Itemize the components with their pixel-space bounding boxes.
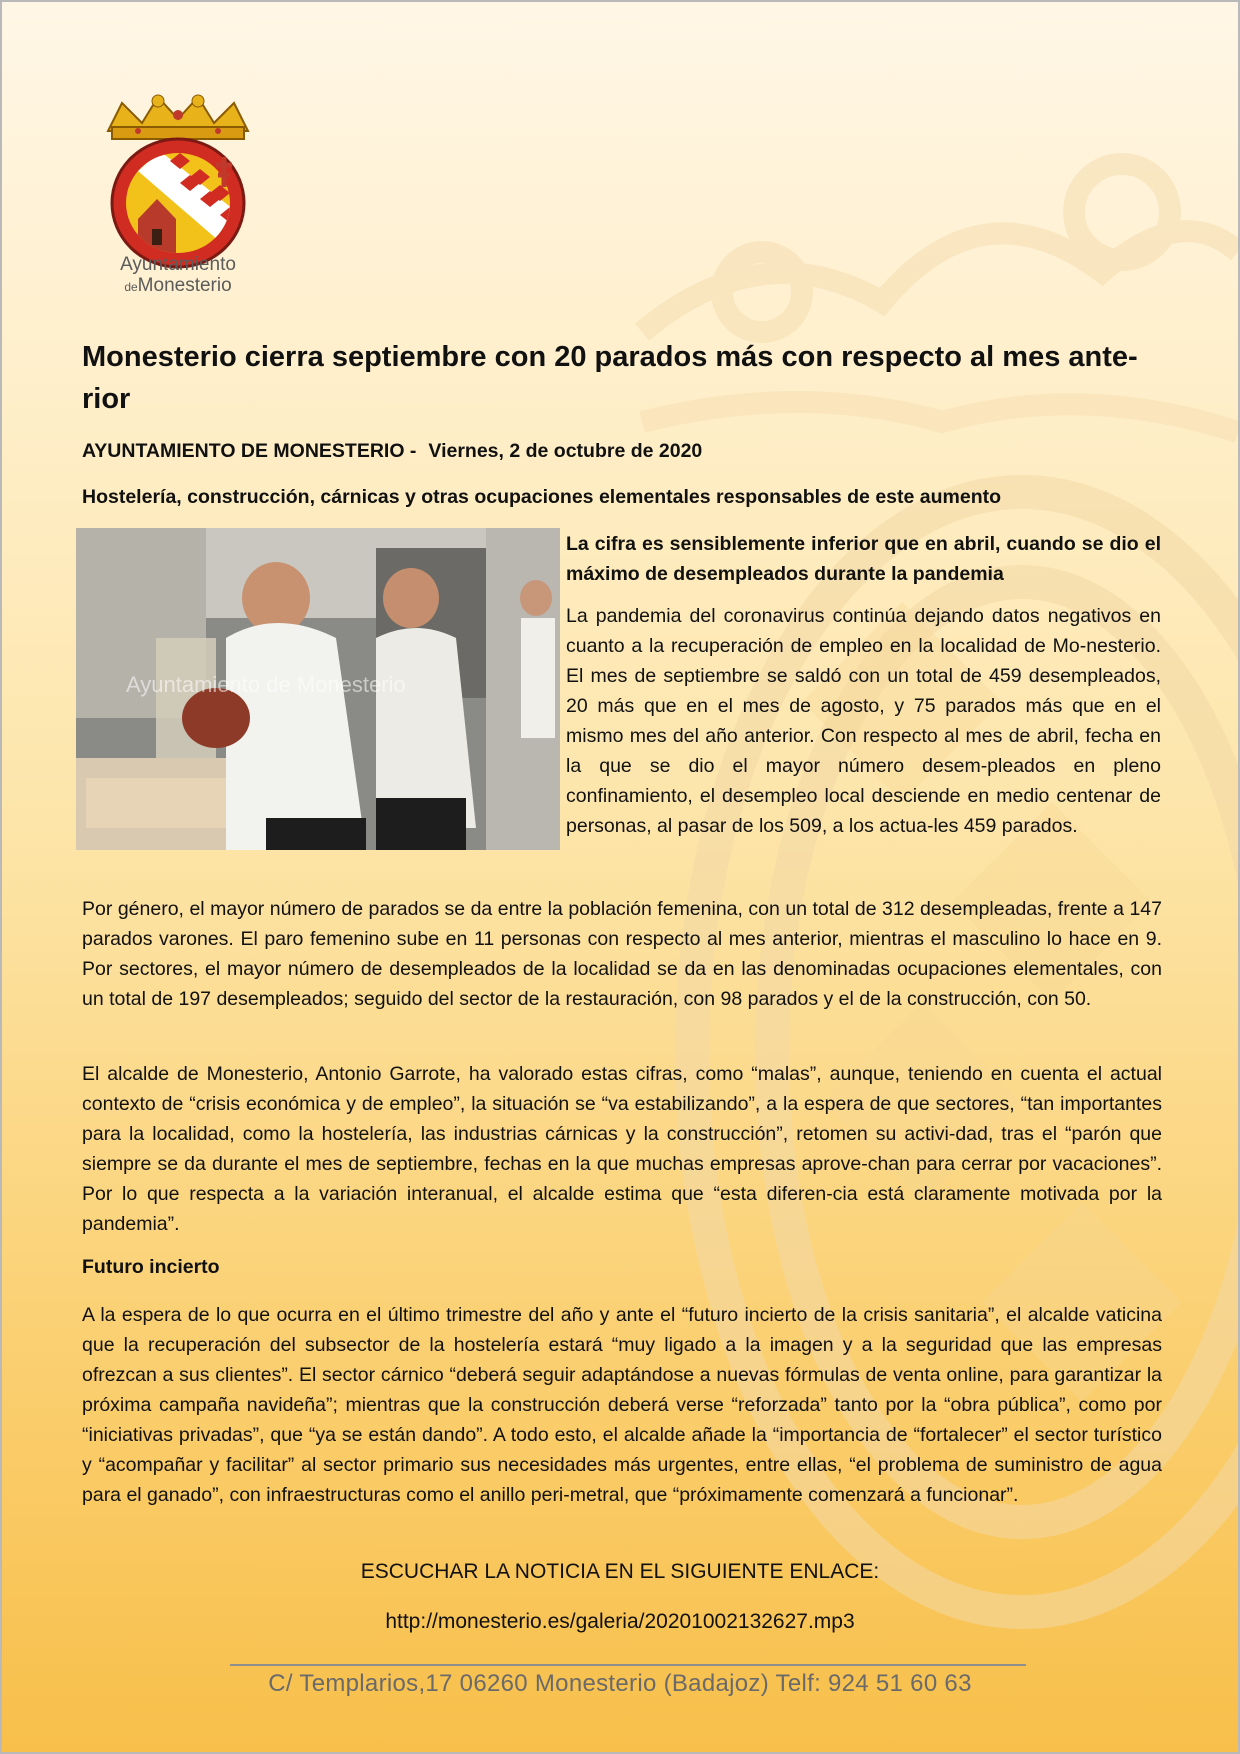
logo-line2-prefix: de — [124, 280, 138, 294]
section-heading: Futuro incierto — [82, 1256, 220, 1278]
article-title: Monesterio cierra septiembre con 20 parados más con respecto al mes ante-rior — [82, 341, 1138, 415]
logo-caption — [98, 254, 258, 298]
footer-divider — [230, 1664, 1026, 1666]
footer-address: C/ Templarios,17 06260 Monesterio (Badajoz) Telf: 924 51 60 63 — [268, 1670, 972, 1697]
article-paragraph-2: Por género, el mayor número de parados se da entre la población femenina, con un total de 312 desempleadas, frente a 147 parados varones. El paro femenino sube en 11 personas con respecto al mes anterior, mientras el masculino lo hace en 9. Por sectores, el mayor número de desempleados de la localidad se da en las denominadas ocupaciones elementales, con un total de 197 desempleados; seguido del sector de la restauración, con 98 parados y el de la construcción, con 50. — [82, 898, 1162, 1010]
logo-line2-name: Monesterio — [137, 275, 232, 296]
article-subtitle: Hostelería, construcción, cárnicas y otras ocupaciones elementales responsables de este aumento — [82, 486, 1002, 508]
listen-label: ESCUCHAR LA NOTICIA EN EL SIGUIENTE ENLACE: — [360, 1560, 880, 1583]
byline — [82, 440, 1162, 463]
article-photo — [76, 528, 560, 850]
article-lead: La cifra es sensiblemente inferior que en abril, cuando se dio el máximo de desempleados durante la pandemia — [566, 533, 1161, 585]
byline-date: Viernes, 2 de octubre de 2020 — [428, 440, 703, 462]
byline-source: AYUNTAMIENTO DE MONESTERIO - — [82, 440, 417, 462]
audio-link[interactable]: http://monesterio.es/galeria/20201002132627.mp3 — [385, 1610, 855, 1633]
article-paragraph-3: El alcalde de Monesterio, Antonio Garrote, ha valorado estas cifras, como “malas”, aunque, teniendo en cuenta el actual contexto de “crisis económica y de empleo”, la situación se “va estabilizando”, a la espera de que sectores, “tan importantes para la localidad, como la hostelería, las industrias cárnicas y la construcción”, retomen su activi-dad, tras el “parón que siempre se da durante el mes de septiembre, fechas en la que muchas empresas aprove-chan para cerrar por vacaciones”. Por lo que respecta a la variación interanual, el alcalde estima que “esta diferen-cia está claramente motivada por la pandemia”. — [82, 1063, 1162, 1235]
logo-line1: Ayuntamiento — [120, 254, 236, 275]
lead-column — [566, 529, 1161, 841]
photo-watermark-text: Ayuntamiento de Monesterio — [126, 672, 406, 697]
article-paragraph-1: La pandemia del coronavirus continúa dejando datos negativos en cuanto a la recuperación de empleo en la localidad de Mo-nesterio. El mes de septiembre se saldó con un total de 459 desempleados, 20 más que en el mes de agosto, y 75 parados más que en el mismo mes del año anterior. Con respecto al mes de abril, fecha en la que se dio el mayor número desem-pleados en pleno confinamiento, el desempleo local desciende en medio centenar de personas, al pasar de los 509, a los actua-les 459 parados. — [566, 605, 1161, 837]
article-paragraph-4: A la espera de lo que ocurra en el último trimestre del año y ante el “futuro incierto de la crisis sanitaria”, el alcalde vaticina que la recuperación del subsector de la hostelería estará “muy ligado a la imagen y a la seguridad que las empresas ofrezcan a sus clientes”. El sector cárnico “deberá seguir adaptándose a nuevas fórmulas de venta online, para garantizar la próxima campaña navideña”; mientras que la construcción deberá verse “reforzada” tanto por la “obra pública”, como por “iniciativas privadas”, que “ya se están dando”. A todo esto, el alcalde añade la “importancia de “fortalecer” el sector turístico y “acompañar y facilitar” al sector primario sus necesidades más urgentes, entre ellas, “el problema de suministro de agua para el ganado”, con infraestructuras como el anillo peri-metral, que “próximamente comenzará a funcionar”. — [82, 1304, 1162, 1506]
logo-line2 — [98, 275, 258, 298]
